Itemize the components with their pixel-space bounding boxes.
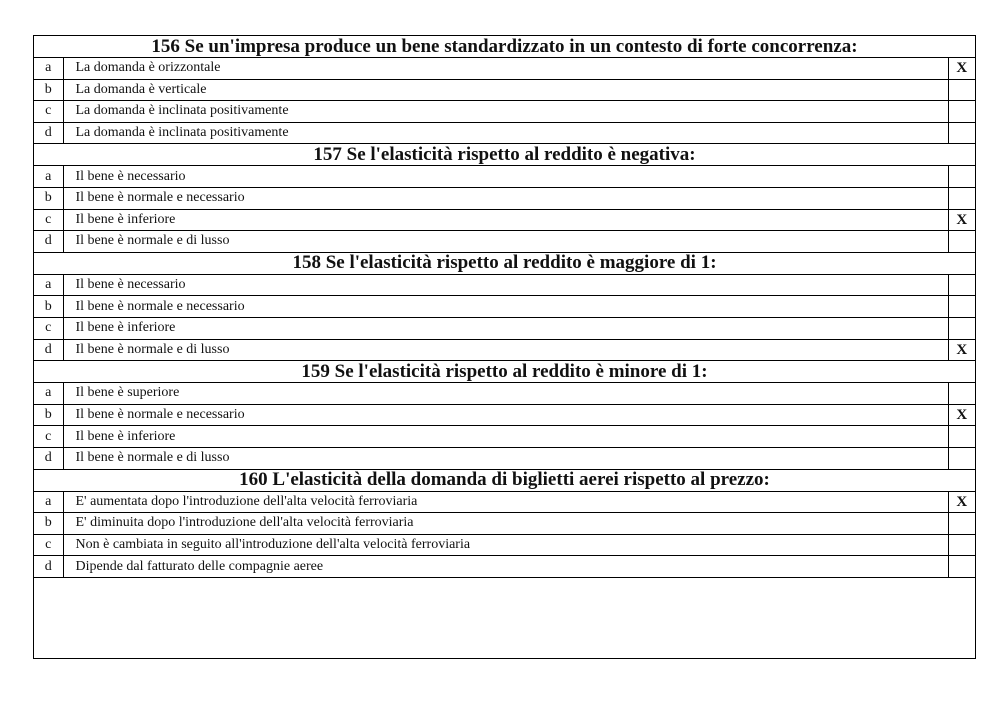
option-letter: a <box>34 491 63 513</box>
option-row <box>34 231 975 253</box>
option-text: E' aumentata dopo l'introduzione dell'alta velocità ferroviaria <box>63 491 948 513</box>
quiz-table <box>34 36 975 578</box>
option-text: E' diminuita dopo l'introduzione dell'alta velocità ferroviaria <box>63 513 948 535</box>
question-header-156 <box>34 36 975 58</box>
answer-mark <box>948 513 975 535</box>
option-letter: a <box>34 58 63 80</box>
answer-mark: X <box>948 339 975 361</box>
option-text: Il bene è normale e di lusso <box>63 339 948 361</box>
option-letter: c <box>34 534 63 556</box>
answer-mark <box>948 296 975 318</box>
answer-mark <box>948 383 975 405</box>
option-text: Non è cambiata in seguito all'introduzione dell'alta velocità ferroviaria <box>63 534 948 556</box>
answer-mark <box>948 122 975 144</box>
question-title: 159 Se l'elasticità rispetto al reddito è minore di 1: <box>34 361 975 383</box>
option-row <box>34 404 975 426</box>
answer-mark <box>948 426 975 448</box>
question-header-159 <box>34 361 975 383</box>
option-text: La domanda è inclinata positivamente <box>63 101 948 123</box>
answer-mark <box>948 556 975 578</box>
option-letter: a <box>34 383 63 405</box>
question-header-157 <box>34 144 975 166</box>
option-row <box>34 491 975 513</box>
answer-mark <box>948 534 975 556</box>
answer-mark <box>948 447 975 469</box>
answer-mark <box>948 187 975 209</box>
question-title: 158 Se l'elasticità rispetto al reddito è maggiore di 1: <box>34 252 975 274</box>
question-header-160 <box>34 469 975 491</box>
option-text: Dipende dal fatturato delle compagnie aeree <box>63 556 948 578</box>
option-row <box>34 274 975 296</box>
option-row <box>34 339 975 361</box>
option-row <box>34 383 975 405</box>
answer-mark: X <box>948 209 975 231</box>
answer-mark <box>948 231 975 253</box>
option-letter: b <box>34 187 63 209</box>
option-text: Il bene è inferiore <box>63 426 948 448</box>
option-letter: b <box>34 296 63 318</box>
option-letter: b <box>34 513 63 535</box>
option-row <box>34 296 975 318</box>
option-row <box>34 101 975 123</box>
option-letter: b <box>34 79 63 101</box>
option-text: Il bene è inferiore <box>63 317 948 339</box>
option-text: La domanda è verticale <box>63 79 948 101</box>
option-row <box>34 79 975 101</box>
answer-mark <box>948 274 975 296</box>
option-text: Il bene è normale e necessario <box>63 187 948 209</box>
option-letter: c <box>34 209 63 231</box>
option-letter: a <box>34 274 63 296</box>
option-text: La domanda è orizzontale <box>63 58 948 80</box>
option-text: Il bene è inferiore <box>63 209 948 231</box>
option-text: Il bene è necessario <box>63 166 948 188</box>
option-letter: c <box>34 317 63 339</box>
quiz-sheet <box>33 35 976 659</box>
answer-mark <box>948 79 975 101</box>
option-letter: d <box>34 231 63 253</box>
option-row <box>34 556 975 578</box>
option-text: Il bene è superiore <box>63 383 948 405</box>
option-row <box>34 534 975 556</box>
option-row <box>34 122 975 144</box>
answer-mark <box>948 166 975 188</box>
question-header-158 <box>34 252 975 274</box>
option-letter: a <box>34 166 63 188</box>
question-title: 157 Se l'elasticità rispetto al reddito è negativa: <box>34 144 975 166</box>
option-text: Il bene è normale e necessario <box>63 404 948 426</box>
option-text: La domanda è inclinata positivamente <box>63 122 948 144</box>
option-letter: c <box>34 426 63 448</box>
option-letter: d <box>34 339 63 361</box>
option-row <box>34 187 975 209</box>
option-text: Il bene è necessario <box>63 274 948 296</box>
option-text: Il bene è normale e di lusso <box>63 447 948 469</box>
option-row <box>34 166 975 188</box>
answer-mark <box>948 317 975 339</box>
answer-mark: X <box>948 404 975 426</box>
option-text: Il bene è normale e di lusso <box>63 231 948 253</box>
question-title: 156 Se un'impresa produce un bene standardizzato in un contesto di forte concorrenza: <box>34 36 975 58</box>
answer-mark: X <box>948 58 975 80</box>
option-row <box>34 513 975 535</box>
answer-mark <box>948 101 975 123</box>
option-letter: c <box>34 101 63 123</box>
option-letter: d <box>34 122 63 144</box>
option-row <box>34 209 975 231</box>
option-letter: d <box>34 556 63 578</box>
answer-mark: X <box>948 491 975 513</box>
option-letter: b <box>34 404 63 426</box>
option-row <box>34 58 975 80</box>
option-letter: d <box>34 447 63 469</box>
option-row <box>34 317 975 339</box>
option-row <box>34 426 975 448</box>
question-title: 160 L'elasticità della domanda di biglietti aerei rispetto al prezzo: <box>34 469 975 491</box>
option-row <box>34 447 975 469</box>
option-text: Il bene è normale e necessario <box>63 296 948 318</box>
